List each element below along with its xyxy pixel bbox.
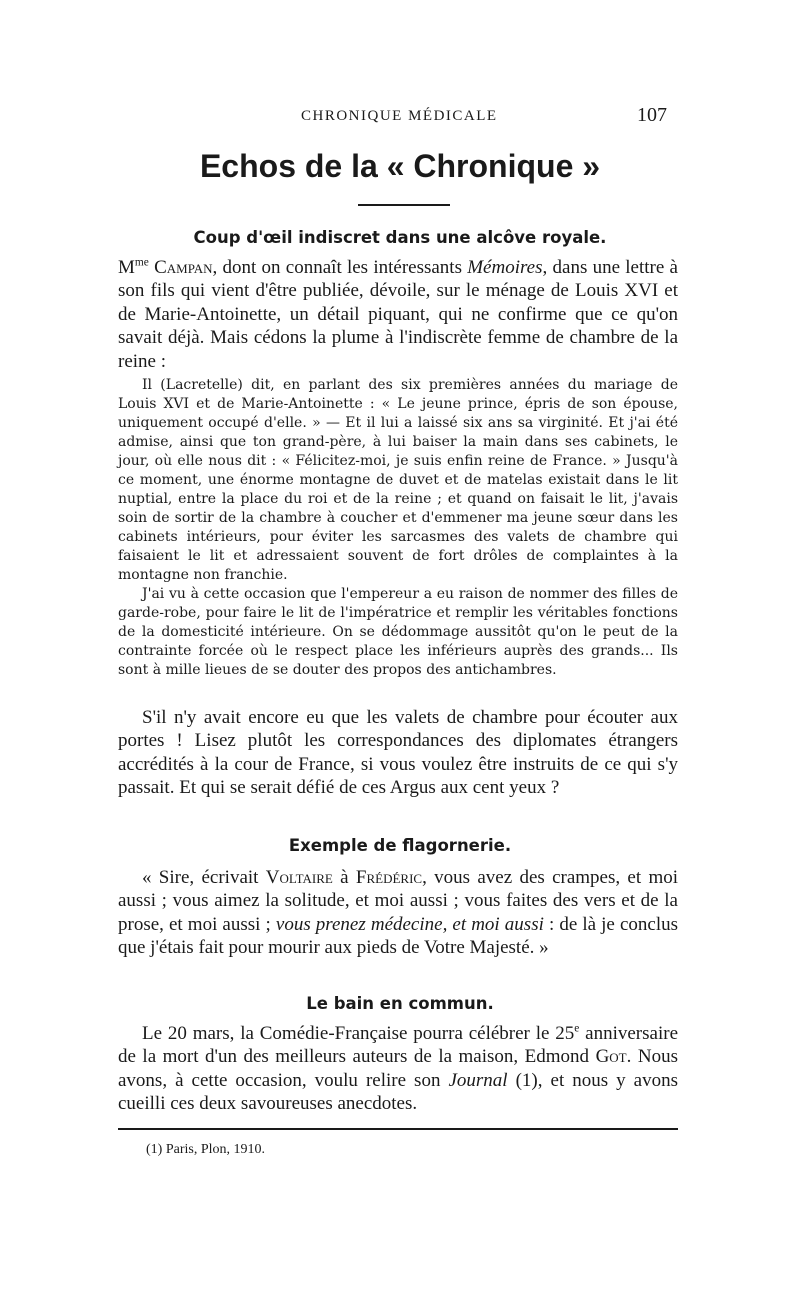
footnote: (1) Paris, Plon, 1910.: [146, 1142, 265, 1157]
section-heading-bain: Le bain en commun.: [306, 994, 494, 1013]
page-header: [0, 104, 800, 128]
intro-name: Campan: [154, 257, 213, 278]
flagornerie-text-b: à: [332, 867, 356, 888]
section-heading-flagornerie: Exemple de flagornerie.: [288, 836, 512, 855]
page-title: Echos de la « Chronique »: [199, 148, 601, 184]
bain-text-c: . Nous avons, à cette occasion, voulu relire son: [118, 1046, 678, 1091]
name-frederic: Frédéric: [355, 867, 423, 888]
intro-text-b: , dans une lettre à son fils qui vient d'être publiée, dévoile, sur le ménage de Louis XVI et de Marie-Antoinette, un détail piquant, qui ne confirme que ce qu'on savait déjà. Mais cédons la plume à l'indiscrète femme de chambre de la reine :: [118, 257, 678, 372]
quote-block: [118, 376, 678, 680]
flagornerie-text-a: « Sire, écrivait: [142, 867, 266, 888]
running-title: CHRONIQUE MÉDICALE: [301, 108, 498, 124]
flagornerie-italic: vous prenez médecine, et moi aussi: [275, 913, 544, 935]
footnote-divider: [118, 1128, 678, 1130]
intro-paragraph: [118, 256, 678, 373]
intro-initial: M: [118, 257, 135, 278]
flagornerie-text-c: , vous avez des crampes, et moi aussi ; vous aimez la solitude, et moi aussi ; vous faites des vers et de la prose, et moi aussi ;: [118, 867, 678, 935]
intro-text-a: , dont on connaît les intéressants: [212, 257, 468, 278]
title-divider: [358, 204, 450, 206]
flagornerie-paragraph: [118, 866, 678, 960]
quote-paragraph: J'ai vu à cette occasion que l'empereur a eu raison de nommer des filles de garde-robe, pour faire le lit de l'impératrice et remplir les véritables fonctions de la domesticité intérieure. On se dédommage aussitôt qu'on le peut de la contrainte forcée où le respect place les inférieurs auprès des grands... Ils sont à mille lieues de se douter des propos des antichambres.: [118, 586, 678, 678]
quote-paragraph: Il (Lacretelle) dit, en parlant des six premières années du mariage de Louis XVI et de Marie-Antoinette : « Le jeune prince, épris de son épouse, uniquement occupé d'elle. » — Et il lui a laissé six ans sa virginité. Et j'ai été admise, ainsi que ton grand-père, à lui baiser la main dans ses cabinets, le jour, où elle nous dit : « Félicitez-moi, je suis enfin reine de France. » Jusqu'à ce moment, une énorme montagne de duvet et de matelas existait dans le lit nuptial, entre la place du roi et de la reine ; et quand on faisait le lit, j'avais soin de sortir de la chambre à coucher et d'emmener ma jeune sœur dans les cabinets intérieurs, pour éviter les sarcasmes des valets de chambre qui faisaient le lit et adressaient souvent de fort drôles de complaintes à la montagne non franchie.: [118, 377, 678, 583]
name-got: Got: [595, 1046, 627, 1068]
intro-italic: Mémoires: [467, 257, 543, 278]
bain-text-d: (1), et nous y avons cueilli ces deux savoureuses anecdotes.: [118, 1069, 679, 1115]
name-voltaire: Voltaire: [265, 867, 333, 888]
section-heading-alcove: Coup d'œil indiscret dans une alcôve royale.: [193, 228, 607, 247]
bain-text-b: anniversaire de la mort d'un des meilleurs auteurs de la maison, Edmond: [118, 1023, 678, 1068]
bain-italic: Journal: [448, 1069, 508, 1091]
bain-paragraph: [118, 1022, 678, 1116]
page-number: 107: [637, 104, 667, 126]
bain-text-a: Le 20 mars, la Comédie-Française pourra célébrer le 25: [142, 1023, 575, 1044]
intro-initial-sup: me: [134, 256, 149, 269]
flagornerie-text-d: : de là je conclus que j'étais fait pour mourir aux pieds de Votre Majesté. »: [118, 913, 678, 959]
closing-paragraph: S'il n'y avait encore eu que les valets de chambre pour écouter aux portes ! Lisez plutôt les correspondances des diplomates étrangers accrédités à la cour de France, si vous voulez être instruits de ce qui s'y passait. Et qui se serait défié de ces Argus aux cent yeux ?: [118, 707, 678, 799]
bain-sup: e: [574, 1022, 580, 1035]
